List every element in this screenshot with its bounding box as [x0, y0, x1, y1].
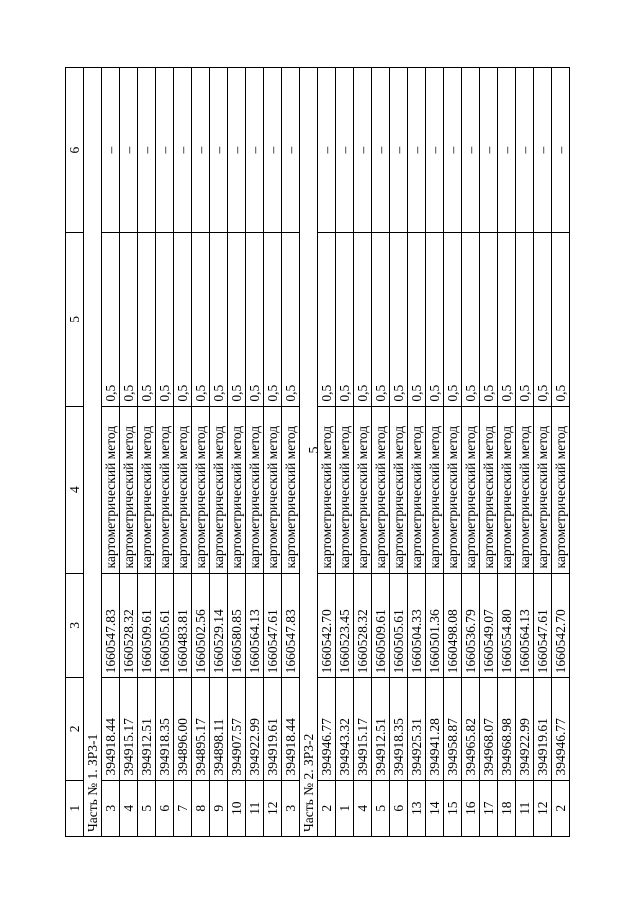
table-header-row — [66, 68, 84, 837]
table-cell: – — [246, 68, 264, 233]
table-cell: 1660549.07 — [480, 573, 498, 678]
table-cell: 1660483.81 — [174, 573, 192, 678]
table-cell: – — [426, 68, 444, 233]
table-cell: картометрический метод — [120, 406, 138, 573]
table-cell: 1660542.70 — [552, 573, 570, 678]
table-cell: 0,5 — [156, 233, 174, 406]
table-cell: 0,5 — [336, 233, 354, 406]
table-cell: 394922.99 — [246, 678, 264, 780]
table-cell: 1660564.13 — [246, 573, 264, 678]
table-cell: 394925.31 — [408, 678, 426, 780]
table-cell: 1660502.56 — [192, 573, 210, 678]
table-cell: картометрический метод — [138, 406, 156, 573]
table-row — [138, 68, 156, 837]
table-cell: 0,5 — [552, 233, 570, 406]
table-cell: 4 — [120, 780, 138, 836]
table-cell: 0,5 — [426, 233, 444, 406]
section-title-row — [84, 68, 102, 837]
table-cell: – — [462, 68, 480, 233]
table-cell: – — [138, 68, 156, 233]
table-cell: 394918.35 — [156, 678, 174, 780]
table-row — [552, 68, 570, 837]
table-cell: картометрический метод — [336, 406, 354, 573]
table-cell: картометрический метод — [534, 406, 552, 573]
table-row — [372, 68, 390, 837]
table-cell: – — [210, 68, 228, 233]
table-cell: 6 — [390, 780, 408, 836]
table-cell: 394918.44 — [282, 678, 300, 780]
rotated-table-sheet — [65, 67, 575, 837]
table-cell: 394946.77 — [552, 678, 570, 780]
table-cell: – — [318, 68, 336, 233]
table-cell: 9 — [210, 780, 228, 836]
table-cell: – — [264, 68, 282, 233]
table-cell: 394968.07 — [480, 678, 498, 780]
table-cell: 1660564.13 — [516, 573, 534, 678]
table-cell: картометрический метод — [390, 406, 408, 573]
table-row — [408, 68, 426, 837]
header-cell: 3 — [66, 573, 84, 678]
table-cell: – — [282, 68, 300, 233]
table-cell: 0,5 — [534, 233, 552, 406]
table-row — [246, 68, 264, 837]
table-cell: 1660547.83 — [282, 573, 300, 678]
table-cell: 1660501.36 — [426, 573, 444, 678]
table-cell: 394946.77 — [318, 678, 336, 780]
table-cell: 394898.11 — [210, 678, 228, 780]
section-title: Часть № 1. ЗР3-1 — [84, 68, 102, 837]
table-row — [516, 68, 534, 837]
table-cell: 18 — [498, 780, 516, 836]
table-cell: 394919.61 — [534, 678, 552, 780]
table-cell: – — [480, 68, 498, 233]
table-cell: 1660498.08 — [444, 573, 462, 678]
table-cell: 0,5 — [462, 233, 480, 406]
table-cell: 13 — [408, 780, 426, 836]
table-row — [174, 68, 192, 837]
table-cell: картометрический метод — [318, 406, 336, 573]
table-row — [192, 68, 210, 837]
table-cell: 1660554.80 — [498, 573, 516, 678]
table-row — [318, 68, 336, 837]
table-cell: картометрический метод — [354, 406, 372, 573]
table-cell: 394912.51 — [138, 678, 156, 780]
table-cell: 8 — [192, 780, 210, 836]
table-cell: 1660509.61 — [372, 573, 390, 678]
table-cell: 2 — [552, 780, 570, 836]
table-cell: 394915.17 — [354, 678, 372, 780]
table-cell: 1660505.61 — [156, 573, 174, 678]
table-cell: 394912.51 — [372, 678, 390, 780]
table-cell: 3 — [102, 780, 120, 836]
table-cell: 6 — [156, 780, 174, 836]
table-cell: – — [192, 68, 210, 233]
header-cell: 2 — [66, 678, 84, 780]
table-cell: картометрический метод — [156, 406, 174, 573]
table-row — [228, 68, 246, 837]
table-cell: 5 — [138, 780, 156, 836]
table-cell: 0,5 — [318, 233, 336, 406]
table-cell: – — [552, 68, 570, 233]
table-cell: картометрический метод — [516, 406, 534, 573]
section-title-row — [300, 68, 318, 837]
table-row — [210, 68, 228, 837]
table-cell: 17 — [480, 780, 498, 836]
table-cell: 394943.32 — [336, 678, 354, 780]
table-cell: 394941.28 — [426, 678, 444, 780]
table-row — [426, 68, 444, 837]
table-cell: картометрический метод — [192, 406, 210, 573]
table-cell: картометрический метод — [210, 406, 228, 573]
table-cell: 0,5 — [408, 233, 426, 406]
table-row — [480, 68, 498, 837]
table-cell: – — [354, 68, 372, 233]
table-cell: 394918.35 — [390, 678, 408, 780]
table-cell: картометрический метод — [102, 406, 120, 573]
table-cell: 1660509.61 — [138, 573, 156, 678]
table-cell: – — [336, 68, 354, 233]
table-cell: 394896.00 — [174, 678, 192, 780]
table-row — [498, 68, 516, 837]
section-title: Часть № 2. ЗР3-2 — [300, 68, 318, 837]
table-cell: 0,5 — [516, 233, 534, 406]
table-cell: 1660505.61 — [390, 573, 408, 678]
table-cell: 12 — [264, 780, 282, 836]
table-cell: 0,5 — [138, 233, 156, 406]
header-cell: 4 — [66, 406, 84, 573]
table-cell: 7 — [174, 780, 192, 836]
header-cell: 5 — [66, 233, 84, 406]
table-row — [444, 68, 462, 837]
table-cell: картометрический метод — [264, 406, 282, 573]
table-cell: 0,5 — [390, 233, 408, 406]
table-cell: картометрический метод — [426, 406, 444, 573]
table-cell: 0,5 — [372, 233, 390, 406]
header-cell: 1 — [66, 780, 84, 836]
table-cell: 1660547.83 — [102, 573, 120, 678]
table-cell: 0,5 — [282, 233, 300, 406]
table-cell: 1660523.45 — [336, 573, 354, 678]
table-cell: 394965.82 — [462, 678, 480, 780]
table-cell: 15 — [444, 780, 462, 836]
table-row — [264, 68, 282, 837]
table-cell: 10 — [228, 780, 246, 836]
table-row — [534, 68, 552, 837]
table-cell: 0,5 — [354, 233, 372, 406]
table-cell: 394958.87 — [444, 678, 462, 780]
table-cell: 394919.61 — [264, 678, 282, 780]
table-cell: 1660547.61 — [264, 573, 282, 678]
table-cell: 0,5 — [264, 233, 282, 406]
table-cell: 1 — [336, 780, 354, 836]
table-row — [336, 68, 354, 837]
table-cell: 1660528.32 — [354, 573, 372, 678]
table-cell: 1660536.79 — [462, 573, 480, 678]
page-number: 5 — [307, 446, 322, 454]
table-cell: 0,5 — [192, 233, 210, 406]
table-cell: – — [390, 68, 408, 233]
table-cell: картометрический метод — [408, 406, 426, 573]
table-cell: 1660542.70 — [318, 573, 336, 678]
table-cell: 1660580.85 — [228, 573, 246, 678]
table-cell: 0,5 — [174, 233, 192, 406]
table-cell: картометрический метод — [480, 406, 498, 573]
table-cell: 0,5 — [498, 233, 516, 406]
table-cell: 12 — [534, 780, 552, 836]
table-cell: 14 — [426, 780, 444, 836]
table-cell: 11 — [246, 780, 264, 836]
table-cell: 0,5 — [210, 233, 228, 406]
table-cell: картометрический метод — [372, 406, 390, 573]
table-cell: картометрический метод — [228, 406, 246, 573]
table-row — [462, 68, 480, 837]
table-row — [390, 68, 408, 837]
table-cell: 1660528.32 — [120, 573, 138, 678]
table-cell: – — [534, 68, 552, 233]
table-cell: 0,5 — [246, 233, 264, 406]
table-cell: 4 — [354, 780, 372, 836]
table-cell: 1660504.33 — [408, 573, 426, 678]
table-cell: 0,5 — [102, 233, 120, 406]
table-cell: 394922.99 — [516, 678, 534, 780]
table-row — [120, 68, 138, 837]
table-cell: картометрический метод — [282, 406, 300, 573]
coordinates-table-body — [66, 68, 570, 837]
table-cell: 394895.17 — [192, 678, 210, 780]
table-cell: – — [408, 68, 426, 233]
table-cell: – — [174, 68, 192, 233]
table-cell: – — [372, 68, 390, 233]
table-cell: картометрический метод — [552, 406, 570, 573]
table-row — [102, 68, 120, 837]
table-cell: картометрический метод — [498, 406, 516, 573]
table-cell: 0,5 — [228, 233, 246, 406]
table-cell: – — [156, 68, 174, 233]
table-cell: 0,5 — [120, 233, 138, 406]
table-cell: – — [498, 68, 516, 233]
table-cell: 0,5 — [444, 233, 462, 406]
header-cell: 6 — [66, 68, 84, 233]
table-cell: картометрический метод — [246, 406, 264, 573]
table-cell: 394968.98 — [498, 678, 516, 780]
table-cell: 394907.57 — [228, 678, 246, 780]
table-cell: картометрический метод — [444, 406, 462, 573]
table-cell: картометрический метод — [462, 406, 480, 573]
table-cell: – — [228, 68, 246, 233]
table-cell: 394915.17 — [120, 678, 138, 780]
table-cell: 1660547.61 — [534, 573, 552, 678]
table-cell: – — [120, 68, 138, 233]
table-row — [156, 68, 174, 837]
table-cell: 11 — [516, 780, 534, 836]
table-cell: 1660529.14 — [210, 573, 228, 678]
table-cell: 0,5 — [480, 233, 498, 406]
table-cell: – — [444, 68, 462, 233]
coordinates-table — [65, 67, 570, 837]
table-cell: – — [516, 68, 534, 233]
table-cell: – — [102, 68, 120, 233]
table-row — [282, 68, 300, 837]
table-cell: 16 — [462, 780, 480, 836]
table-cell: картометрический метод — [174, 406, 192, 573]
table-row — [354, 68, 372, 837]
table-cell: 394918.44 — [102, 678, 120, 780]
table-cell: 2 — [318, 780, 336, 836]
table-cell: 3 — [282, 780, 300, 836]
table-cell: 5 — [372, 780, 390, 836]
